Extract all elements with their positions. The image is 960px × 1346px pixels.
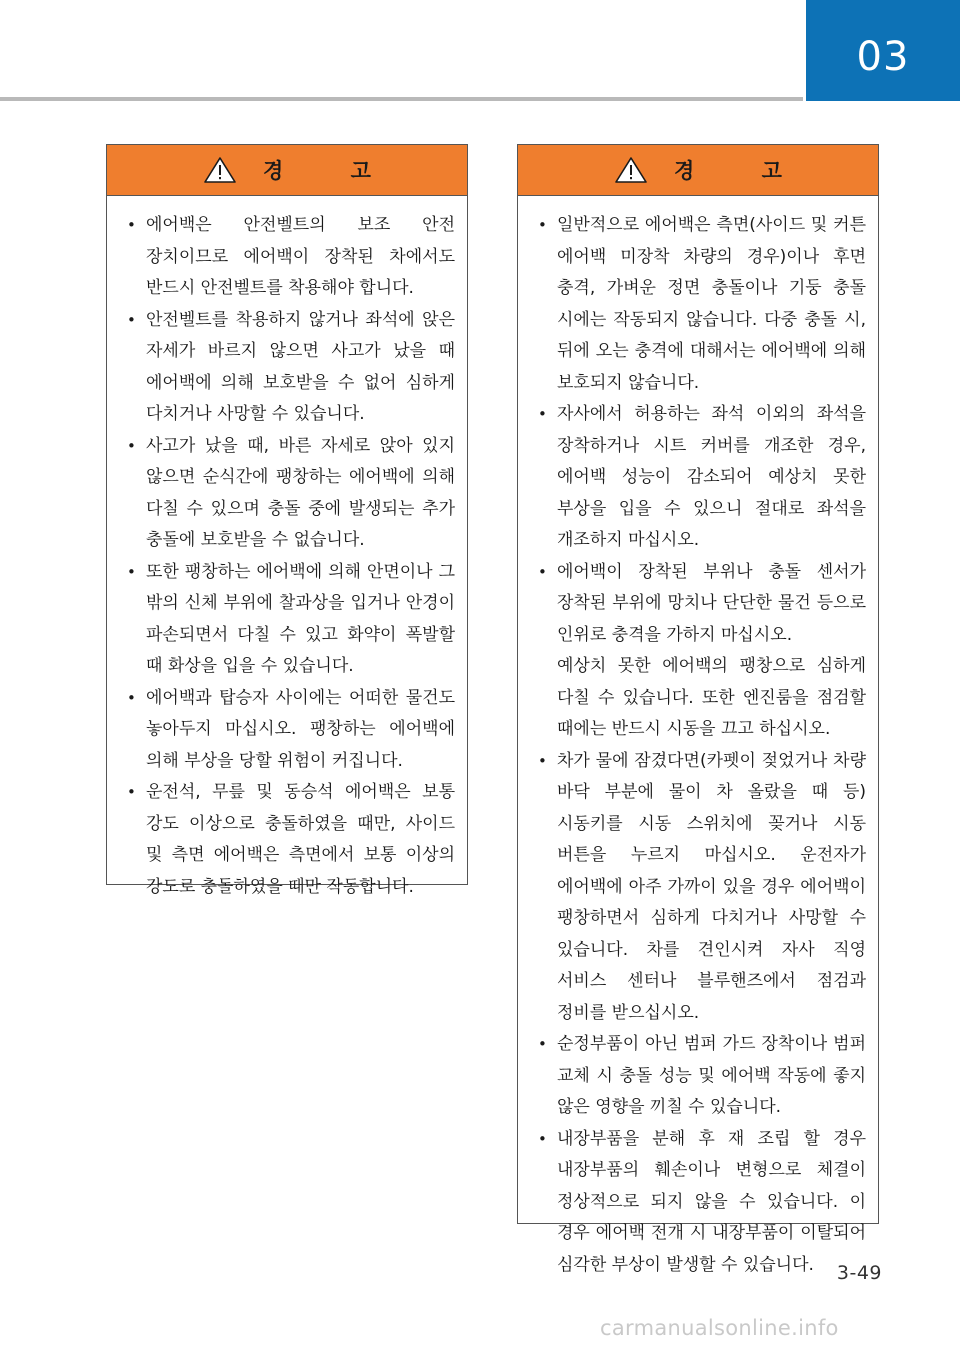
watermark: carmanualsonline.info — [600, 1316, 839, 1340]
warning-item: • 차가 물에 잠겼다면(카펫이 젖었거나 차량 바닥 부분에 물이 차 올랐을 때 등) 시동키를 시동 스위치에 꽂거나 시동 버튼을 누르지 마십시오. 운전자가 에어백에 아주 가까이 있을 경우 에어백이 팽창하면서 심하게 다치거나 사망할 수 있습니다. 차를 견인시켜 자사 직영 서비스 센터나 블루핸즈에서 점검과 정비를 받으십시오. — [538, 746, 866, 1030]
warning-header — [518, 145, 878, 196]
warning-item-text: 예상치 못한 에어백의 팽창으로 심하게 다칠 수 있습니다. 또한 엔진룸을 점검할 때에는 반드시 시동을 끄고 하십시오. — [557, 656, 866, 739]
warning-item: • 순정부품이 아닌 범퍼 가드 장착이나 범퍼 교체 시 충돌 성능 및 에어백 작동에 좋지 않은 영향을 끼칠 수 있습니다. — [538, 1029, 866, 1124]
warning-item: • 일반적으로 에어백은 측면(사이드 및 커튼 에어백 미장착 차량의 경우)이나 후면 충격, 가벼운 정면 충돌이나 기둥 충돌 시에는 작동되지 않습니다. 다중 충돌 시, 뒤에 오는 충격에 대해서는 에어백에 의해 보호되지 않습니다. — [538, 210, 866, 399]
warning-triangle-icon — [614, 156, 648, 184]
chapter-tab — [806, 0, 960, 101]
warning-item: • 사고가 났을 때, 바른 자세로 앉아 있지 않으면 순식간에 팽창하는 에어백에 의해 다칠 수 있으며 충돌 중에 발생되는 추가 충돌에 보호받을 수 없습니다. — [127, 431, 455, 557]
warning-item: • 에어백과 탑승자 사이에는 어떠한 물건도 놓아두지 마십시오. 팽창하는 에어백에 의해 부상을 당할 위험이 커집니다. — [127, 683, 455, 778]
warning-box-left — [106, 144, 468, 897]
warning-list — [518, 196, 878, 1281]
page-number: 3-49 — [836, 1262, 882, 1284]
warning-triangle-icon — [203, 156, 237, 184]
warning-item: • 운전석, 무릎 및 동승석 에어백은 보통 강도 이상으로 충돌하였을 때만, 사이드 및 측면 에어백은 측면에서 보통 이상의 강도로 충돌하였을 때만 작동합니다. — [127, 777, 455, 903]
warning-header — [107, 145, 467, 196]
warning-item-text: • 에어백이 장착된 부위나 충돌 센서가 장착된 부위에 망치나 단단한 물건 등으로 인위로 충격을 가하지 마십시오. — [557, 561, 866, 645]
chapter-number: 03 — [856, 33, 910, 80]
warning-item: • 또한 팽창하는 에어백에 의해 안면이나 그 밖의 신체 부위에 찰과상을 입거나 안경이 파손되면서 다칠 수 있고 화약이 폭발할 때 화상을 입을 수 있습니다. — [127, 557, 455, 683]
warning-title: 경 고 — [263, 159, 401, 183]
warning-item: • 내장부품을 분해 후 재 조립 할 경우 내장부품의 훼손이나 변형으로 체결이 정상적으로 되지 않을 수 있습니다. 이 경우 에어백 전개 시 내장부품이 이탈되어 심각한 부상이 발생할 수 있습니다. — [538, 1124, 866, 1282]
header-divider — [0, 97, 803, 101]
warning-item: • 자사에서 허용하는 좌석 이외의 좌석을 장착하거나 시트 커버를 개조한 경우, 에어백 성능이 감소되어 예상치 못한 부상을 입을 수 있으니 절대로 좌석을 개조하지 마십시오. — [538, 399, 866, 557]
warning-list — [107, 196, 467, 903]
warning-item: • 에어백은 안전벨트의 보조 안전 장치이므로 에어백이 장착된 차에서도 반드시 안전벨트를 착용해야 합니다. — [127, 210, 455, 305]
warning-item: • 안전벨트를 착용하지 않거나 좌석에 앉은 자세가 바르지 않으면 사고가 났을 때 에어백에 의해 보호받을 수 없어 심하게 다치거나 사망할 수 있습니다. — [127, 305, 455, 431]
warning-item — [538, 557, 866, 746]
warning-title: 경 고 — [674, 159, 812, 183]
